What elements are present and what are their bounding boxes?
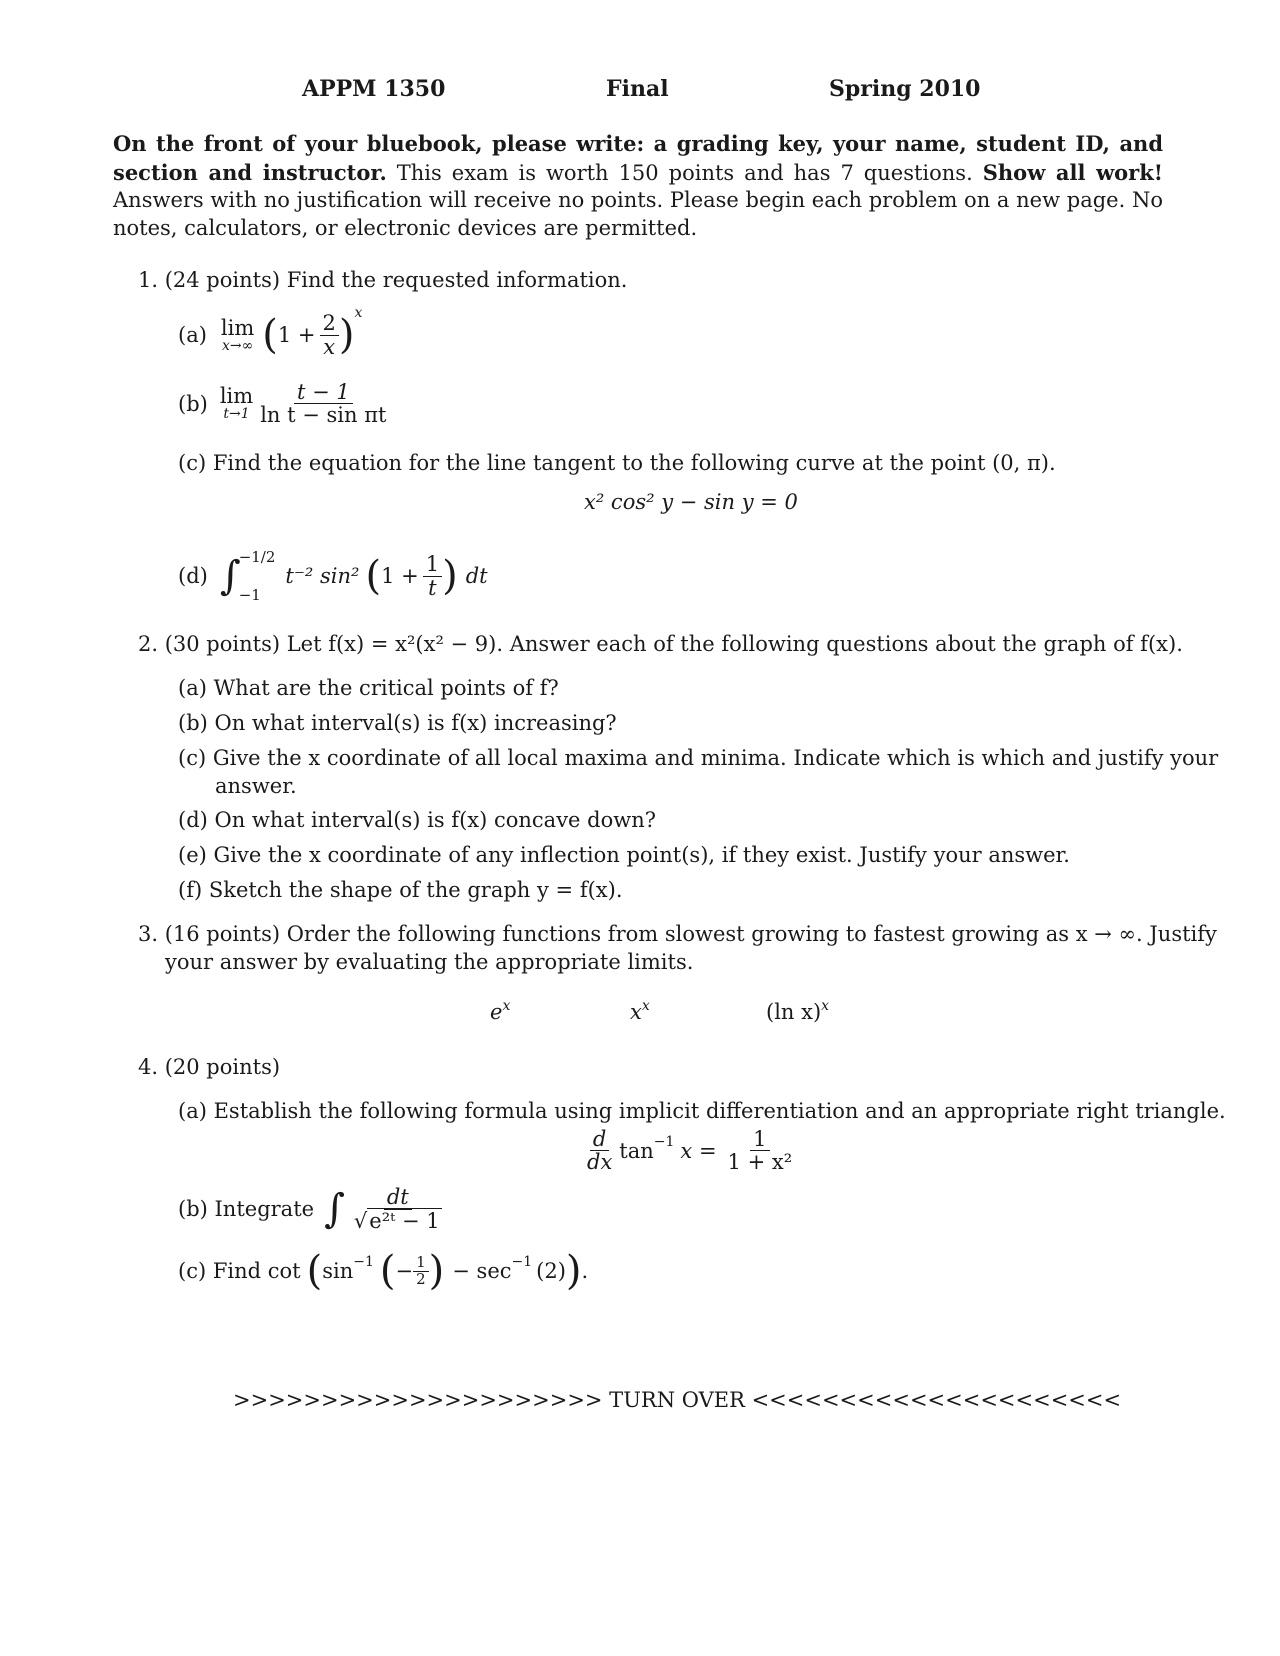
q4a-d: d bbox=[590, 1128, 609, 1151]
q4c-num: 1 bbox=[413, 1255, 429, 1272]
q1-heading: 1. (24 points) Find the requested information. bbox=[138, 268, 628, 292]
instructions-text-2: Answers with no justification will receive no points. Please begin each problem on a new page. No notes, calculators, or electronic devices are permitted. bbox=[113, 188, 1163, 240]
q4a-text: (a) Establish the following formula using implicit differentiation and an appropriate right triangle. bbox=[178, 1099, 1226, 1123]
q4c-period: . bbox=[581, 1259, 589, 1283]
q2d: (d) On what interval(s) is f(x) concave down? bbox=[178, 808, 657, 832]
q1a-lim-word: lim bbox=[220, 315, 255, 340]
q4c-fraction bbox=[413, 1252, 429, 1288]
q1a-num: 2 bbox=[320, 312, 339, 335]
q3-function-xx bbox=[630, 1000, 650, 1024]
q4a-den: 1 + x² bbox=[727, 1150, 793, 1175]
q1a-lim-sub: x→∞ bbox=[221, 337, 254, 354]
course-title: APPM 1350 bbox=[302, 76, 446, 102]
q4-heading: 4. (20 points) bbox=[138, 1055, 281, 1079]
q4b-den: e²ᵗ − 1 bbox=[369, 1208, 440, 1233]
q4c-sin: sin bbox=[322, 1259, 354, 1283]
instructions bbox=[113, 130, 1163, 242]
q3-f2-exp: x bbox=[641, 998, 650, 1014]
turn-over: >>>>>>>>>>>>>>>>>>>>> TURN OVER <<<<<<<<<<<<<<<<<<<<< bbox=[233, 1388, 1122, 1412]
q1b-lim-sub: t→1 bbox=[223, 406, 250, 423]
q4c-label: (c) Find cot bbox=[178, 1259, 301, 1283]
q1c-equation: x² cos² y − sin y = 0 bbox=[584, 490, 798, 514]
q1b-num: t − 1 bbox=[294, 381, 353, 404]
q1d: (d) ∫ −1/2 −1 t⁻² sin² ( 1 + $\frac{1}{t}$ ) dt bbox=[178, 548, 488, 604]
q1d-upper: −1/2 bbox=[238, 548, 276, 566]
q4c-arg: (2) bbox=[536, 1259, 566, 1283]
q1d-fraction bbox=[423, 553, 442, 598]
q3-f3-base: (ln x) bbox=[766, 1000, 822, 1024]
exam-term: Spring 2010 bbox=[829, 76, 981, 102]
q1b-den: ln t − sin πt bbox=[260, 403, 387, 428]
q4a-derivative bbox=[584, 1128, 615, 1173]
q1d-den: t bbox=[428, 575, 437, 600]
q1d-dt: dt bbox=[465, 564, 488, 588]
q2c: (c) Give the x coordinate of all local maxima and minima. Indicate which is which and justify your bbox=[178, 746, 1219, 770]
q4a-dx: dx bbox=[587, 1150, 613, 1175]
q4a-fraction bbox=[725, 1128, 796, 1173]
q2a: (a) What are the critical points of f? bbox=[178, 676, 559, 700]
q1a-den: x bbox=[323, 334, 336, 359]
q3-f1-exp: x bbox=[502, 998, 511, 1014]
q2c-continued: answer. bbox=[215, 774, 297, 798]
q3-function-lnx bbox=[766, 1000, 829, 1024]
instructions-bold-lead: On the front of your bluebook, please write: a grading key, your name, student ID, and section and instructor. bbox=[113, 131, 1163, 185]
q2-heading: 2. (30 points) Let f(x) = x²(x² − 9). Answer each of the following questions about the graph of f(x). bbox=[138, 632, 1183, 656]
q4a-num: 1 bbox=[750, 1128, 769, 1151]
q4c-den: 2 bbox=[416, 1269, 426, 1288]
q3-heading: 3. (16 points) Order the following functions from slowest growing to fastest growing as x → ∞. Justify bbox=[138, 922, 1217, 946]
q2b: (b) On what interval(s) is f(x) increasing? bbox=[178, 711, 617, 735]
q4b-label: (b) Integrate bbox=[178, 1197, 315, 1221]
exam-title: Final bbox=[606, 76, 669, 102]
q1d-one-plus: 1 + bbox=[381, 564, 419, 588]
q1d-integrand: t⁻² sin² bbox=[285, 564, 360, 588]
q2e: (e) Give the x coordinate of any inflection point(s), if they exist. Justify your answer. bbox=[178, 843, 1070, 867]
q1a-exponent: x bbox=[354, 305, 363, 321]
q1b-label: (b) bbox=[178, 391, 208, 416]
q1d-num: 1 bbox=[423, 553, 442, 576]
q1c-text: (c) Find the equation for the line tangent to the following curve at the point (0, π). bbox=[178, 451, 1056, 475]
q1a-label: (a) bbox=[178, 323, 207, 347]
q3-f2-base: x bbox=[630, 1000, 642, 1024]
integral-sign-icon: ∫ bbox=[324, 1186, 345, 1232]
q1b-lim-word: lim bbox=[219, 384, 254, 409]
q1a-fraction bbox=[320, 312, 339, 357]
q2f: (f) Sketch the shape of the graph y = f(x). bbox=[178, 878, 623, 902]
q4a-x-eq: x = bbox=[680, 1138, 717, 1163]
q4a-tan: tan bbox=[619, 1138, 654, 1163]
q1d-label: (d) bbox=[178, 564, 208, 588]
q1b bbox=[178, 381, 389, 426]
q3-heading-continued: your answer by evaluating the appropriate limits. bbox=[165, 950, 694, 974]
q1d-lower: −1 bbox=[238, 586, 261, 604]
q4c-sec-inverse: −1 bbox=[511, 1254, 533, 1270]
q4a-inverse: −1 bbox=[653, 1133, 675, 1150]
instructions-bold-mid: Show all work! bbox=[982, 159, 1163, 185]
sqrt-icon: √ bbox=[353, 1208, 368, 1233]
q4c-sec: − sec bbox=[452, 1259, 512, 1283]
q4a-formula bbox=[584, 1128, 795, 1173]
q4c: (c) Find cot ( sin −1 ( − $\frac{1}{2}$ ) − sec −1 (2) ) . bbox=[178, 1248, 589, 1294]
q4b bbox=[178, 1186, 445, 1232]
q3-f3-exp: x bbox=[821, 998, 830, 1014]
q1b-fraction bbox=[257, 381, 389, 426]
q3-f1-base: e bbox=[490, 1000, 503, 1024]
q1a-one-plus: 1 + bbox=[277, 323, 316, 347]
q1d-limits bbox=[239, 548, 276, 604]
q4b-num: dt bbox=[384, 1186, 412, 1209]
integral-sign-icon: ∫ bbox=[219, 553, 241, 599]
instructions-text-1: This exam is worth 150 points and has 7 questions. bbox=[386, 160, 983, 185]
q1a: (a) lim x→∞ ( 1 + $\frac{2}{x}$ ) x bbox=[178, 305, 363, 359]
q3-function-exp bbox=[490, 1000, 510, 1024]
q4c-minus: − bbox=[395, 1259, 414, 1283]
q4c-inverse: −1 bbox=[353, 1254, 374, 1270]
q1b-limit bbox=[220, 386, 253, 421]
q4b-fraction bbox=[351, 1186, 445, 1231]
q1a-limit bbox=[220, 315, 255, 354]
